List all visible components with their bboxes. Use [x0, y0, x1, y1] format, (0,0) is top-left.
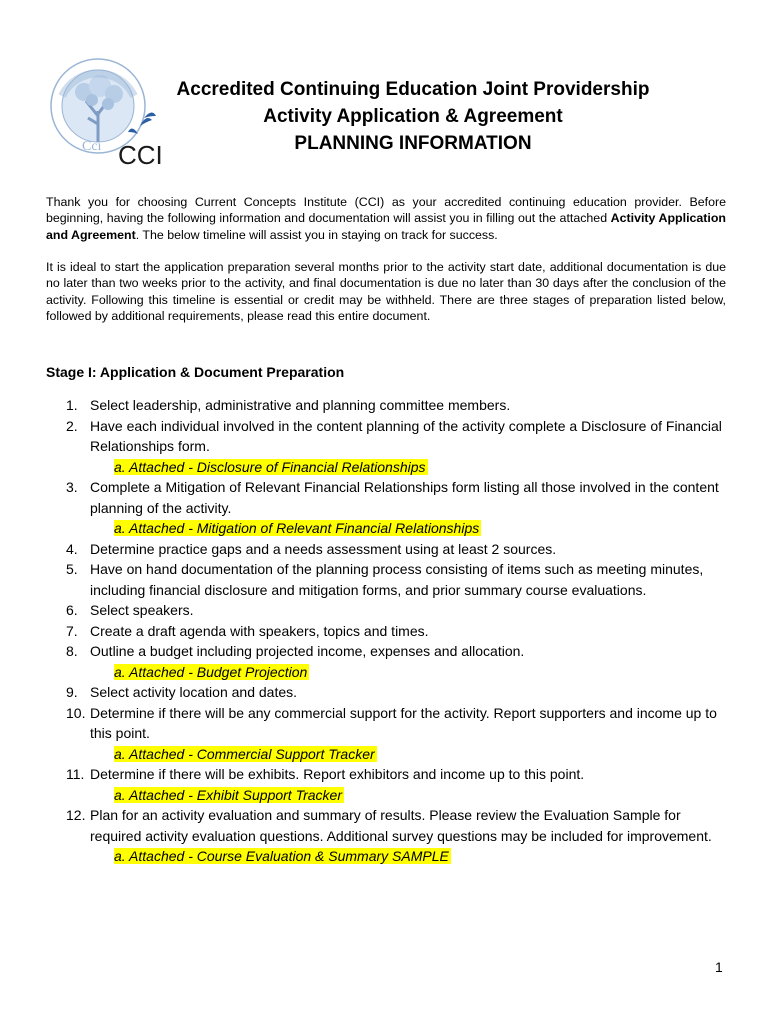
attachment-label: a.	[114, 848, 130, 864]
attachment-text: Attached - Course Evaluation & Summary SAMPLE	[129, 848, 449, 864]
list-item-number: 8.	[66, 643, 78, 659]
intro-text: Thank you for choosing Current Concepts Institute (CCI) as your accredited continuing education provider. Before beginning, having the following information and documentation will assist you in filling out the attached	[46, 195, 726, 226]
attachment-label: a.	[114, 520, 130, 536]
list-item-number: 7.	[66, 622, 78, 639]
list-item-number: 2.	[66, 417, 78, 434]
list-item-number: 5.	[66, 561, 78, 577]
list-item-number: 11.	[66, 766, 85, 782]
list-item-text: Have each individual involved in the content planning of the activity complete a Disclosure of Financial Relationships form.	[90, 417, 722, 454]
attachment-reference	[66, 457, 726, 478]
list-item-text: Select leadership, administrative and planning committee members.	[90, 397, 511, 413]
list-item	[66, 395, 726, 416]
attachment-text: Attached - Disclosure of Financial Relationships	[129, 458, 426, 475]
attachment-label: a.	[114, 745, 130, 762]
stage-1-heading: Stage I: Application & Document Preparation	[46, 364, 345, 380]
list-item-text: Outline a budget including projected income, expenses and allocation.	[90, 643, 525, 659]
list-item-text: Select speakers.	[90, 602, 194, 618]
attachment-text: Attached - Commercial Support Tracker	[129, 745, 375, 762]
attachment-highlight	[114, 520, 481, 536]
list-item	[66, 416, 726, 457]
attachment-reference	[66, 785, 726, 806]
attachment-text: Attached - Exhibit Support Tracker	[129, 786, 342, 803]
list-item-number: 10.	[66, 704, 86, 721]
timeline-paragraph: It is ideal to start the application preparation several months prior to the activity start date, additional documentation is due no later than two weeks prior to the activity, and final documentation is due no later than 30 days after the conclusion of the activity. Following this timeline is essential or credit may be withheld. There are three stages of preparation listed below, followed by additional requirements, please read this entire document.	[46, 260, 726, 324]
list-item	[66, 682, 726, 703]
attachment-text: Attached - Mitigation of Relevant Financial Relationships	[129, 520, 480, 536]
list-item	[66, 805, 726, 846]
attachment-highlight	[114, 746, 377, 762]
attachment-highlight	[114, 459, 428, 475]
list-item-text: Create a draft agenda with speakers, topics and times.	[90, 622, 429, 639]
attachment-highlight	[114, 848, 451, 864]
intro-paragraph	[46, 194, 726, 243]
attachment-text: Attached - Budget Projection	[129, 663, 308, 680]
list-item-text: Determine practice gaps and a needs assessment using at least 2 sources.	[90, 540, 557, 557]
list-item	[66, 539, 726, 560]
list-item-text: Have on hand documentation of the planning process consisting of items such as meeting minutes, including financial disclosure and mitigation forms, and prior summary course evaluations.	[90, 561, 704, 598]
list-item-text: Determine if there will be exhibits. Report exhibitors and income up to this point.	[90, 766, 585, 782]
page-number: 1	[715, 959, 723, 975]
attachment-reference	[66, 518, 726, 539]
title-line-3: PLANNING INFORMATION	[294, 133, 532, 154]
attachment-reference	[66, 846, 726, 867]
list-item-text: Complete a Mitigation of Relevant Financial Relationships form listing all those involved in the content planning of the activity.	[90, 479, 719, 516]
intro-text-end: . The below timeline will assist you in staying on track for success.	[135, 227, 498, 242]
list-item-number: 4.	[66, 540, 78, 557]
list-item-number: 6.	[66, 602, 78, 618]
list-item	[66, 703, 726, 744]
attachment-reference	[66, 744, 726, 765]
attachment-highlight	[114, 664, 309, 680]
list-item	[66, 600, 726, 621]
attachment-highlight	[114, 787, 344, 803]
list-item-number: 12.	[66, 807, 86, 823]
document-title	[150, 76, 676, 157]
attachment-label: a.	[114, 786, 130, 803]
list-item-number: 9.	[66, 684, 78, 700]
list-item	[66, 559, 726, 600]
logo-brand-text: CCI	[118, 140, 163, 170]
title-line-1: Accredited Continuing Education Joint Providership	[176, 79, 650, 100]
attachment-label: a.	[114, 458, 130, 475]
attachment-reference	[66, 662, 726, 683]
list-item-text: Select activity location and dates.	[90, 684, 298, 700]
list-item-number: 3.	[66, 479, 78, 495]
list-item	[66, 621, 726, 642]
attachment-label: a.	[114, 663, 130, 680]
list-item-text: Plan for an activity evaluation and summary of results. Please review the Evaluation Sample for required activity evaluation questions. Additional survey questions may be included for improvement.	[90, 807, 712, 844]
list-item-number: 1.	[66, 397, 78, 413]
list-item-text: Determine if there will be any commercial support for the activity. Report supporters and income up to this point.	[90, 704, 717, 741]
list-item	[66, 764, 726, 785]
intro-bold-text: Activity Application and Agreement	[46, 211, 726, 242]
logo-monogram: Cci	[82, 139, 102, 154]
stage-1-list	[66, 395, 726, 867]
list-item	[66, 477, 726, 518]
title-line-2: Activity Application & Agreement	[263, 106, 563, 127]
list-item	[66, 641, 726, 662]
